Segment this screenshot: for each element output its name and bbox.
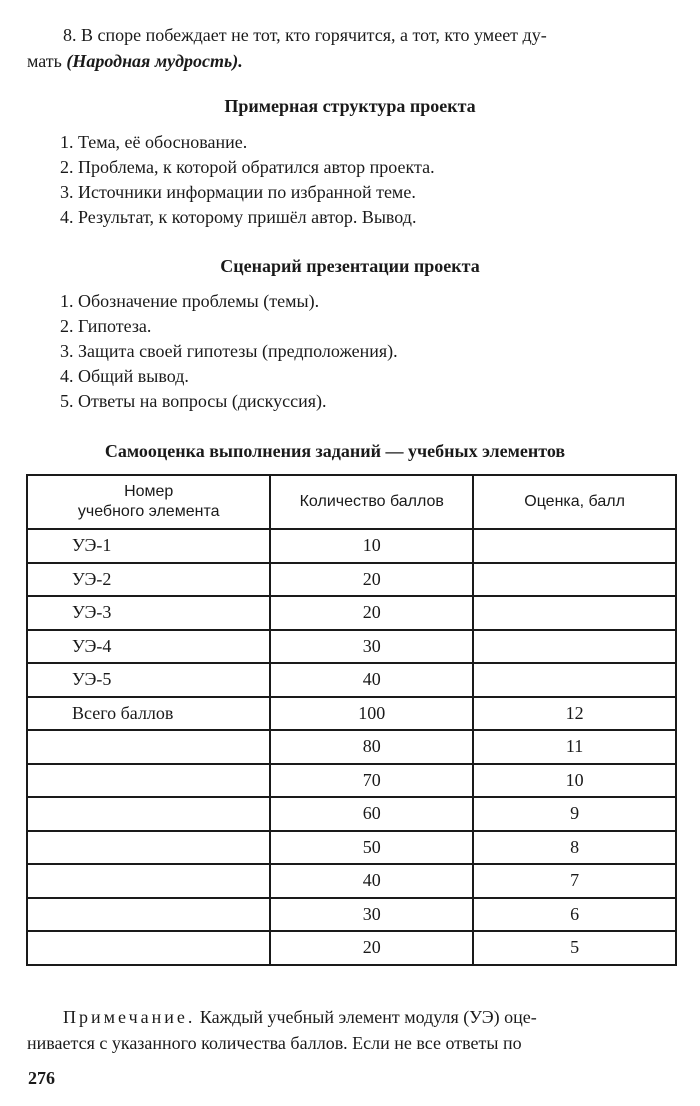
cell-grade: 6 (473, 898, 676, 932)
cell-element: УЭ-1 (27, 529, 270, 563)
table-row (27, 797, 676, 831)
cell-grade: 7 (473, 864, 676, 898)
cell-element (27, 898, 270, 932)
cell-points: 70 (270, 764, 473, 798)
list-item: 4. Общий вывод. (60, 366, 189, 386)
cell-element: УЭ-2 (27, 563, 270, 597)
structure-title: Примерная структура проекта (224, 96, 476, 116)
quote-source: (Народная мудрость). (66, 51, 243, 71)
list-item: 2. Гипотеза. (60, 316, 152, 336)
header-grade: Оценка, балл (473, 475, 676, 529)
cell-grade (473, 563, 676, 597)
cell-grade (473, 596, 676, 630)
table-row (27, 864, 676, 898)
cell-element (27, 797, 270, 831)
quote-line-1: 8. В споре побеждает не тот, кто горячится, а тот, кто умеет ду- (63, 25, 547, 45)
cell-element (27, 831, 270, 865)
cell-points: 20 (270, 596, 473, 630)
note-paragraph (27, 1004, 677, 1056)
page-number: 276 (28, 1068, 55, 1088)
cell-points: 100 (270, 697, 473, 731)
cell-points: 30 (270, 898, 473, 932)
cell-points: 10 (270, 529, 473, 563)
cell-element: Всего баллов (27, 697, 270, 731)
table-row (27, 730, 676, 764)
table-row (27, 663, 676, 697)
note-label: Примечание. (63, 1007, 196, 1027)
list-item: 2. Проблема, к которой обратился автор проекта. (60, 157, 435, 177)
cell-points: 20 (270, 931, 473, 965)
table-row (27, 697, 676, 731)
table-row (27, 764, 676, 798)
self-assessment-table (26, 474, 677, 966)
list-item: 5. Ответы на вопросы (дискуссия). (60, 391, 327, 411)
note-line-1 (27, 1004, 677, 1030)
cell-element: УЭ-5 (27, 663, 270, 697)
table-row (27, 596, 676, 630)
cell-points: 20 (270, 563, 473, 597)
cell-element (27, 864, 270, 898)
cell-grade: 10 (473, 764, 676, 798)
cell-points: 40 (270, 663, 473, 697)
cell-grade: 12 (473, 697, 676, 731)
cell-grade: 5 (473, 931, 676, 965)
note-line-2: нивается с указанного количества баллов. Если не все ответы по (27, 1033, 522, 1053)
cell-element (27, 931, 270, 965)
table-row (27, 831, 676, 865)
header-element-number (27, 475, 270, 529)
cell-points: 60 (270, 797, 473, 831)
cell-grade (473, 529, 676, 563)
table-row (27, 529, 676, 563)
cell-points: 40 (270, 864, 473, 898)
table-row (27, 630, 676, 664)
cell-grade (473, 663, 676, 697)
scenario-title: Сценарий презентации проекта (220, 256, 480, 276)
cell-element (27, 764, 270, 798)
header-element-number-line2: учебного элемента (77, 503, 220, 520)
scenario-list (60, 289, 398, 414)
structure-list (60, 130, 435, 230)
quote-line-2 (27, 48, 677, 74)
list-item: 3. Защита своей гипотезы (предположения). (60, 341, 398, 361)
quote-paragraph (27, 22, 677, 74)
header-points: Количество баллов (270, 475, 473, 529)
header-element-number-line1: Номер (124, 483, 174, 500)
list-item: 1. Тема, её обоснование. (60, 132, 248, 152)
cell-grade: 9 (473, 797, 676, 831)
list-item: 1. Обозначение проблемы (темы). (60, 291, 320, 311)
cell-grade (473, 630, 676, 664)
cell-points: 80 (270, 730, 473, 764)
table-row (27, 931, 676, 965)
cell-points: 50 (270, 831, 473, 865)
quote-line-2-start: мать (27, 51, 67, 71)
cell-element: УЭ-3 (27, 596, 270, 630)
list-item: 3. Источники информации по избранной теме. (60, 182, 416, 202)
cell-points: 30 (270, 630, 473, 664)
cell-grade: 8 (473, 831, 676, 865)
table-row (27, 898, 676, 932)
table-row (27, 563, 676, 597)
cell-element (27, 730, 270, 764)
cell-element: УЭ-4 (27, 630, 270, 664)
table-header-row (27, 475, 676, 529)
cell-grade: 11 (473, 730, 676, 764)
list-item: 4. Результат, к которому пришёл автор. Вывод. (60, 207, 417, 227)
self-assessment-title: Самооценка выполнения заданий — учебных элементов (104, 441, 566, 461)
note-text-1: Каждый учебный элемент модуля (УЭ) оце- (195, 1007, 537, 1027)
